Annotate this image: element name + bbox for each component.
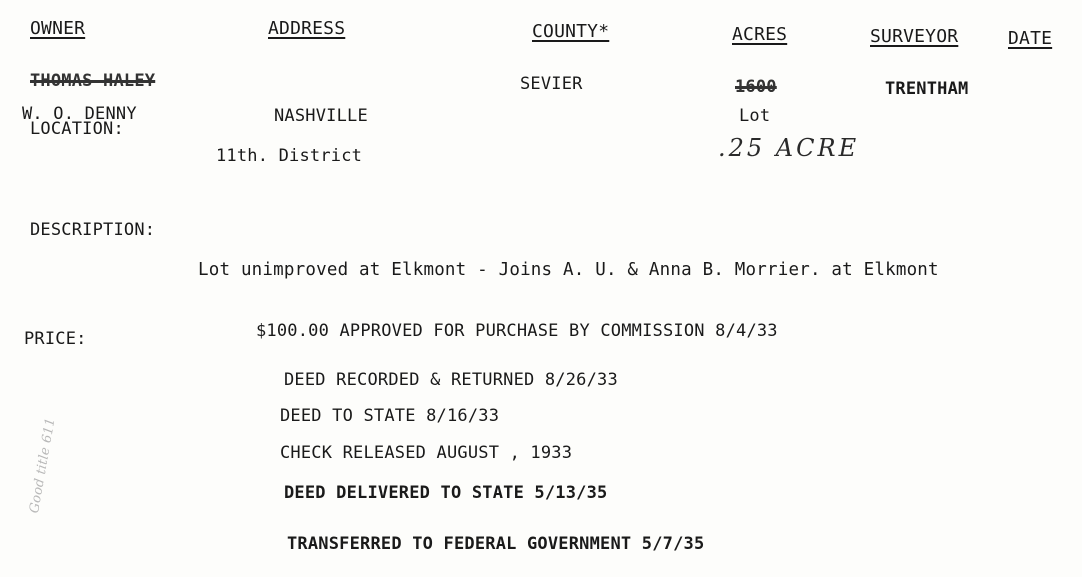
price-line: $100.00 APPROVED FOR PURCHASE BY COMMISSION 8/4/33: [256, 321, 778, 341]
header-surveyor: SURVEYOR: [870, 26, 959, 47]
struck-acres: 1600: [735, 77, 777, 97]
transaction-federal-transfer: TRANSFERRED TO FEDERAL GOVERNMENT 5/7/35: [287, 534, 705, 554]
header-county: COUNTY*: [532, 21, 610, 42]
transaction-check-released: CHECK RELEASED AUGUST , 1933: [280, 443, 573, 463]
transaction-deed-delivered: DEED DELIVERED TO STATE 5/13/35: [284, 483, 608, 503]
surveyor-value: TRENTHAM: [885, 79, 969, 99]
description-text: Lot unimproved at Elkmont - Joins A. U. & Anna B. Morrier. at Elkmont: [198, 260, 939, 280]
header-owner: OWNER: [30, 18, 86, 39]
header-date: DATE: [1008, 28, 1053, 49]
margin-handwritten-note: Good title 611: [27, 416, 59, 515]
transaction-deed-recorded: DEED RECORDED & RETURNED 8/26/33: [284, 370, 618, 390]
location-value: 11th. District: [216, 146, 363, 166]
description-label: DESCRIPTION:: [30, 220, 156, 240]
header-address: ADDRESS: [268, 18, 346, 39]
county-value: SEVIER: [520, 74, 583, 94]
header-acres: ACRES: [732, 24, 788, 45]
owner-value: W. O. DENNY: [22, 104, 137, 124]
handwritten-acres: .25 ACRE: [718, 134, 860, 162]
location-label: LOCATION:: [30, 119, 124, 139]
price-label: PRICE:: [24, 329, 87, 349]
transaction-deed-to-state: DEED TO STATE 8/16/33: [280, 406, 500, 426]
acres-value: Lot: [739, 106, 771, 126]
struck-owner: THOMAS HALEY: [30, 71, 156, 91]
address-value: NASHVILLE: [274, 106, 368, 126]
